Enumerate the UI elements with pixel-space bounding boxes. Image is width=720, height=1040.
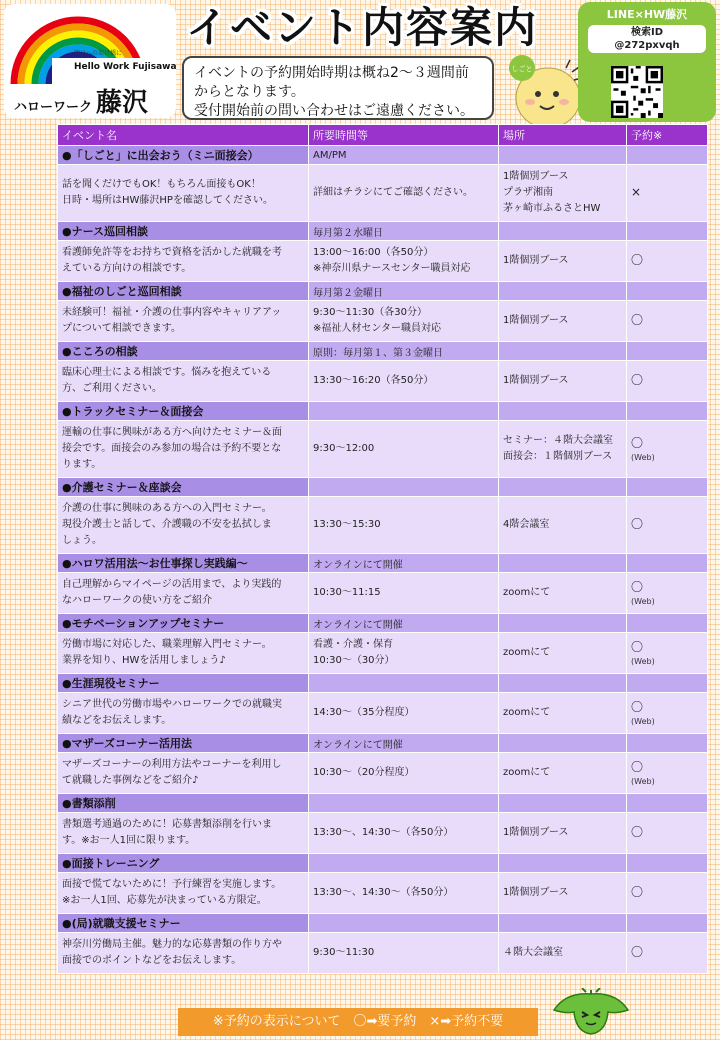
event-time: [309, 497, 499, 554]
logo-japanese: [14, 82, 148, 119]
event-description: [58, 813, 309, 854]
event-time: [309, 633, 499, 674]
event-reserve: [627, 753, 708, 794]
event-place-header-cell: [499, 734, 627, 753]
event-time: [309, 421, 499, 478]
table-header-row: [58, 125, 708, 146]
event-place-header-cell: [499, 342, 627, 361]
reserve-mark: 〇: [631, 945, 644, 959]
header-place: 場所: [499, 125, 627, 146]
event-name: ●モチベーションアップセミナー: [58, 614, 309, 633]
event-place: [499, 693, 627, 734]
event-time-line: 10:30～11:15: [313, 587, 381, 598]
event-title-row: [58, 854, 708, 873]
event-description: [58, 633, 309, 674]
event-reserve: [627, 573, 708, 614]
event-place-line: 1階個別ブース: [503, 255, 569, 266]
event-detail-row: [58, 301, 708, 342]
event-detail-row: [58, 241, 708, 282]
event-place-line: セミナー：４階大会議室: [503, 435, 613, 446]
event-description-line: 面接で慌てないために！予行練習を実施します。: [62, 879, 282, 890]
event-time: [309, 301, 499, 342]
event-reserve-header-cell: [627, 402, 708, 421]
header-time: 所要時間等: [309, 125, 499, 146]
reserve-mark: 〇: [631, 436, 644, 450]
event-description-line: 方、ご利用ください。: [62, 383, 162, 394]
event-description-line: 績などをお伝えします。: [62, 715, 172, 726]
event-time: [309, 573, 499, 614]
event-description-line: 話を聞くだけでもOK！もちろん面接もOK！: [62, 179, 261, 190]
event-reserve-header-cell: [627, 342, 708, 361]
event-reserve: [627, 813, 708, 854]
event-description-line: 面接でのポイントなどをお伝えします。: [62, 955, 242, 966]
event-description-line: 介護の仕事に興味のある方への入門セミナー。: [62, 503, 272, 514]
event-description-line: ります。: [62, 459, 102, 470]
event-time-line: ※神奈川県ナースセンター職員対応: [313, 263, 471, 274]
event-reserve-header-cell: [627, 282, 708, 301]
event-schedule: オンラインにて開催: [309, 614, 499, 633]
event-schedule: 原則：毎月第１、第３金曜日: [309, 342, 499, 361]
reserve-mark: 〇: [631, 517, 644, 531]
header-reserve: 予約※: [627, 125, 708, 146]
event-description: [58, 933, 309, 974]
event-schedule: 毎月第２水曜日: [309, 222, 499, 241]
event-description-line: しょう。: [62, 535, 102, 546]
event-description: [58, 693, 309, 734]
event-table: [57, 124, 708, 974]
event-place-header-cell: [499, 674, 627, 693]
event-description-line: 運輸の仕事に興味がある方へ向けたセミナー＆面: [62, 427, 282, 438]
event-title-row: [58, 674, 708, 693]
line-id-box: [588, 25, 706, 53]
event-time-line: 13:30～16:20（各50分）: [313, 375, 434, 386]
event-reserve-header-cell: [627, 914, 708, 933]
mascot-badge: しごと: [511, 65, 533, 73]
notice-line: 受付開始前の問い合わせはご遠慮ください。: [194, 103, 474, 119]
event-description: [58, 753, 309, 794]
event-schedule: オンラインにて開催: [309, 734, 499, 753]
event-title-row: [58, 734, 708, 753]
event-name: ●介護セミナー＆座談会: [58, 478, 309, 497]
notice-line: イベントの予約開始時期は概ね2～３週間前: [194, 65, 469, 81]
event-description-line: マザーズコーナーの利用方法やコーナーを利用し: [62, 759, 282, 770]
event-description-line: 自己理解からマイページの活用まで、より実践的: [62, 579, 282, 590]
event-place-line: 4階会議室: [503, 519, 550, 530]
event-place-line: zoomにて: [503, 587, 551, 598]
event-place-line: 茅ヶ崎市ふるさとHW: [503, 203, 601, 214]
event-time-line: 詳細はチラシにてご確認ください。: [313, 187, 473, 198]
event-place: [499, 421, 627, 478]
event-time-line: 看護・介護・保育: [313, 639, 393, 650]
event-description: [58, 421, 309, 478]
event-reserve-header-cell: [627, 478, 708, 497]
event-time-line: 9:30～11:30（各30分）: [313, 307, 427, 318]
event-time-line: 13:30～15:30: [313, 519, 381, 530]
event-place: [499, 813, 627, 854]
event-reserve: [627, 693, 708, 734]
event-time-line: 14:30～（35分程度）: [313, 707, 415, 718]
reserve-mark: 〇: [631, 825, 644, 839]
line-id-value: @272pxvqh: [614, 40, 680, 51]
event-reserve-header-cell: [627, 794, 708, 813]
event-time: [309, 753, 499, 794]
event-place: [499, 241, 627, 282]
event-time-line: 13:00～16:00（各50分）: [313, 247, 434, 258]
event-time-line: 10:30～（20分程度）: [313, 767, 415, 778]
event-schedule: AM/PM: [309, 146, 499, 165]
event-description-line: 未経験可！福祉・介護の仕事内容やキャリアアッ: [62, 307, 282, 318]
hellowork-logo: [4, 4, 176, 118]
event-description: [58, 573, 309, 614]
event-description-line: 現役介護士と話して、介護職の不安を払拭しま: [62, 519, 272, 530]
event-description-line: 臨床心理士による相談です。悩みを抱えている: [62, 367, 272, 378]
event-description-line: えている方向けの相談です。: [62, 263, 192, 274]
event-place-line: zoomにて: [503, 707, 551, 718]
event-name: ●面接トレーニング: [58, 854, 309, 873]
event-reserve: [627, 933, 708, 974]
event-detail-row: [58, 873, 708, 914]
event-place-line: 1階個別ブース: [503, 171, 569, 182]
event-description: [58, 301, 309, 342]
event-description: [58, 497, 309, 554]
event-place: [499, 165, 627, 222]
event-name: ●トラックセミナー＆面接会: [58, 402, 309, 421]
line-info-box: [578, 2, 716, 122]
reserve-mark: 〇: [631, 373, 644, 387]
event-name: ●ナース巡回相談: [58, 222, 309, 241]
reserve-mark: 〇: [631, 760, 644, 774]
event-title-row: [58, 614, 708, 633]
event-place-header-cell: [499, 914, 627, 933]
event-detail-row: [58, 497, 708, 554]
event-name: ●ハロワ活用法～お仕事探し実践編～: [58, 554, 309, 573]
mascot-leaf-icon: [546, 988, 636, 1040]
reserve-mark: 〇: [631, 313, 644, 327]
event-detail-row: [58, 753, 708, 794]
event-description-line: 接会です。面接会のみ参加の場合は予約不要とな: [62, 443, 282, 454]
event-description-line: 神奈川労働局主催。魅力的な応募書類の作り方や: [62, 939, 282, 950]
event-schedule: オンラインにて開催: [309, 554, 499, 573]
event-place: [499, 361, 627, 402]
event-description-line: 看護師免許等をお持ちで資格を活かした就職を考: [62, 247, 282, 258]
event-description-line: 労働市場に対応した、職業理解入門セミナー。: [62, 639, 272, 650]
event-description: [58, 241, 309, 282]
event-name: ●(局)就職支援セミナー: [58, 914, 309, 933]
notice-line: からとなります。: [194, 84, 305, 100]
event-reserve: [627, 497, 708, 554]
logo-english: Hello Work Fujisawa: [74, 62, 177, 72]
notice-box: [182, 56, 494, 120]
event-time-line: 13:30～、14:30～（各50分）: [313, 887, 454, 898]
event-schedule: [309, 854, 499, 873]
event-reserve-header-cell: [627, 614, 708, 633]
event-title-row: [58, 342, 708, 361]
logo-prefix: ハローワーク: [14, 100, 93, 115]
event-name: ●「しごと」に出会おう（ミニ面接会）: [58, 146, 309, 165]
event-title-row: [58, 554, 708, 573]
event-detail-row: [58, 573, 708, 614]
event-list: [58, 146, 708, 974]
event-place-header-cell: [499, 554, 627, 573]
event-description: [58, 873, 309, 914]
reserve-mark: 〇: [631, 253, 644, 267]
event-place: [499, 753, 627, 794]
event-place-header-cell: [499, 794, 627, 813]
event-place: [499, 633, 627, 674]
event-detail-row: [58, 421, 708, 478]
event-name: ●マザーズコーナー活用法: [58, 734, 309, 753]
event-title-row: [58, 282, 708, 301]
event-schedule: [309, 674, 499, 693]
reserve-web-note: (Web): [631, 657, 655, 666]
event-place-line: プラザ湘南: [503, 187, 553, 198]
reserve-mark: 〇: [631, 640, 644, 654]
event-title-row: [58, 478, 708, 497]
event-title-row: [58, 914, 708, 933]
event-description-line: 日時・場所はHW藤沢HPを確認してください。: [62, 195, 273, 206]
event-schedule: [309, 914, 499, 933]
event-name: ●生涯現役セミナー: [58, 674, 309, 693]
event-title-row: [58, 146, 708, 165]
event-reserve-header-cell: [627, 854, 708, 873]
reserve-web-note: (Web): [631, 453, 655, 462]
event-name: ●書類添削: [58, 794, 309, 813]
event-name: ●こころの相談: [58, 342, 309, 361]
qr-code-icon[interactable]: [611, 66, 663, 118]
event-reserve: [627, 241, 708, 282]
event-reserve: [627, 421, 708, 478]
reserve-mark: 〇: [631, 885, 644, 899]
reserve-mark: 〇: [631, 580, 644, 594]
event-reserve-header-cell: [627, 222, 708, 241]
event-time: [309, 933, 499, 974]
mascot-icon: [500, 46, 590, 136]
event-detail-row: [58, 633, 708, 674]
event-detail-row: [58, 165, 708, 222]
event-reserve-header-cell: [627, 674, 708, 693]
logo-city: 藤沢: [96, 88, 149, 118]
event-description-line: なハローワークの使い方をご紹介: [62, 595, 212, 606]
event-time: [309, 241, 499, 282]
event-place: [499, 497, 627, 554]
event-time: [309, 361, 499, 402]
event-reserve: [627, 165, 708, 222]
event-place-line: 1階個別ブース: [503, 375, 569, 386]
reserve-mark: ×: [631, 185, 642, 199]
page-title: イベント内容案内: [186, 3, 539, 52]
event-time-line: 13:30～、14:30～（各50分）: [313, 827, 454, 838]
event-reserve: [627, 633, 708, 674]
event-place-line: ４階大会議室: [503, 947, 563, 958]
event-reserve: [627, 301, 708, 342]
event-place-line: zoomにて: [503, 647, 551, 658]
event-detail-row: [58, 933, 708, 974]
event-time: [309, 873, 499, 914]
event-detail-row: [58, 693, 708, 734]
event-place-header-cell: [499, 146, 627, 165]
event-place-header-cell: [499, 478, 627, 497]
event-schedule: 毎月第２金曜日: [309, 282, 499, 301]
event-time-line: 9:30～12:00: [313, 443, 375, 454]
line-title: LINE×HW藤沢: [606, 8, 688, 21]
event-description-line: プについて相談できます。: [62, 323, 181, 334]
event-name: ●福祉のしごと巡回相談: [58, 282, 309, 301]
event-place-header-cell: [499, 282, 627, 301]
event-place-line: 面接会：１階個別ブース: [503, 451, 613, 462]
event-place: [499, 573, 627, 614]
event-time: [309, 813, 499, 854]
event-time: [309, 693, 499, 734]
event-time: [309, 165, 499, 222]
event-description-line: す。※お一人1回に限ります。: [62, 835, 196, 846]
event-reserve-header-cell: [627, 146, 708, 165]
event-description-line: 書類選考通過のために！応募書類添削を行いま: [62, 819, 272, 830]
event-detail-row: [58, 361, 708, 402]
event-title-row: [58, 222, 708, 241]
event-description: [58, 165, 309, 222]
event-place: [499, 873, 627, 914]
event-reserve-header-cell: [627, 554, 708, 573]
event-place-header-cell: [499, 614, 627, 633]
event-time-line: ※福祉人材センター職員対応: [313, 323, 441, 334]
reserve-web-note: (Web): [631, 597, 655, 606]
event-place: [499, 301, 627, 342]
reserve-web-note: (Web): [631, 777, 655, 786]
event-description-line: て就職した事例などをご紹介♪: [62, 775, 199, 786]
event-time-line: 9:30～11:30: [313, 947, 375, 958]
event-reserve: [627, 873, 708, 914]
event-schedule: [309, 478, 499, 497]
event-title-row: [58, 402, 708, 421]
event-place-header-cell: [499, 222, 627, 241]
line-id-label: 検索ID: [630, 27, 664, 38]
reserve-mark: 〇: [631, 700, 644, 714]
event-reserve: [627, 361, 708, 402]
event-place-line: 1階個別ブース: [503, 887, 569, 898]
event-time-line: 10:30～（30分）: [313, 655, 395, 666]
event-place-line: 1階個別ブース: [503, 315, 569, 326]
logo-tagline: 明日への架け橋に: [74, 50, 123, 57]
event-place-line: 1階個別ブース: [503, 827, 569, 838]
reserve-web-note: (Web): [631, 717, 655, 726]
event-schedule: [309, 794, 499, 813]
reservation-legend: ※予約の表示について 〇➡要予約 ×➡予約不要: [178, 1008, 538, 1036]
event-description-line: シニア世代の労働市場やハローワークでの就職実: [62, 699, 282, 710]
header-event-name: イベント名: [58, 125, 309, 146]
event-description-line: ※お一人1回、応募先が決まっている方限定。: [62, 895, 267, 906]
event-place-header-cell: [499, 402, 627, 421]
event-description: [58, 361, 309, 402]
event-detail-row: [58, 813, 708, 854]
event-description-line: 業界を知り、HWを活用しましょう♪: [62, 655, 226, 666]
event-place: [499, 933, 627, 974]
event-place-line: zoomにて: [503, 767, 551, 778]
event-schedule: [309, 402, 499, 421]
event-place-header-cell: [499, 854, 627, 873]
event-reserve-header-cell: [627, 734, 708, 753]
event-title-row: [58, 794, 708, 813]
